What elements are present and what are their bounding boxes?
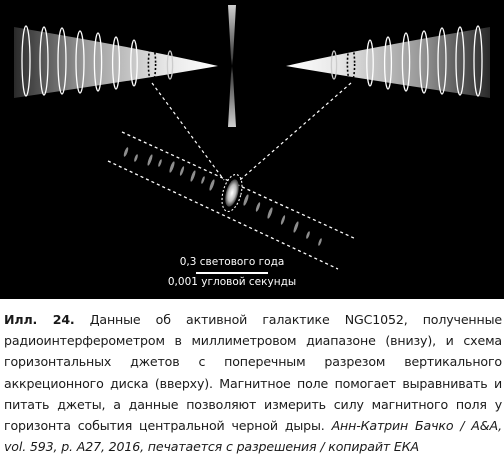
caption-text: Данные об активной галактике NGC1052, полученные радиоинтерферометром в миллиметровом диапазоне (внизу), и схема горизонтальных джетов с поперечным разрезом вертикального аккреционного диска (вверху). Магнитное поле помогает выравнивать и питать джеты, а данные позволяют измерить силу магнитного поля у горизонта события центральной черной дыры. [4,312,502,434]
left-jet-cone [14,27,218,98]
caption-credit: Анн-Катрин Бачко / A&A, vol. 593, p. A27, 2016, печатается с разрешения / копирайт ЕКА [4,418,502,455]
scale-bar [196,272,268,274]
right-jet-cone [286,27,490,98]
radio-core [223,178,242,208]
scale-label-arcsec: 0,001 угловой секунды [167,276,297,288]
caption-label: Илл. 24. [4,312,75,327]
radio-map-blobs [123,147,323,246]
accretion-disk [228,5,236,127]
scale-label-lightyears: 0,3 светового года [179,256,285,268]
projection-lines [152,83,351,180]
figure-caption [4,309,502,457]
